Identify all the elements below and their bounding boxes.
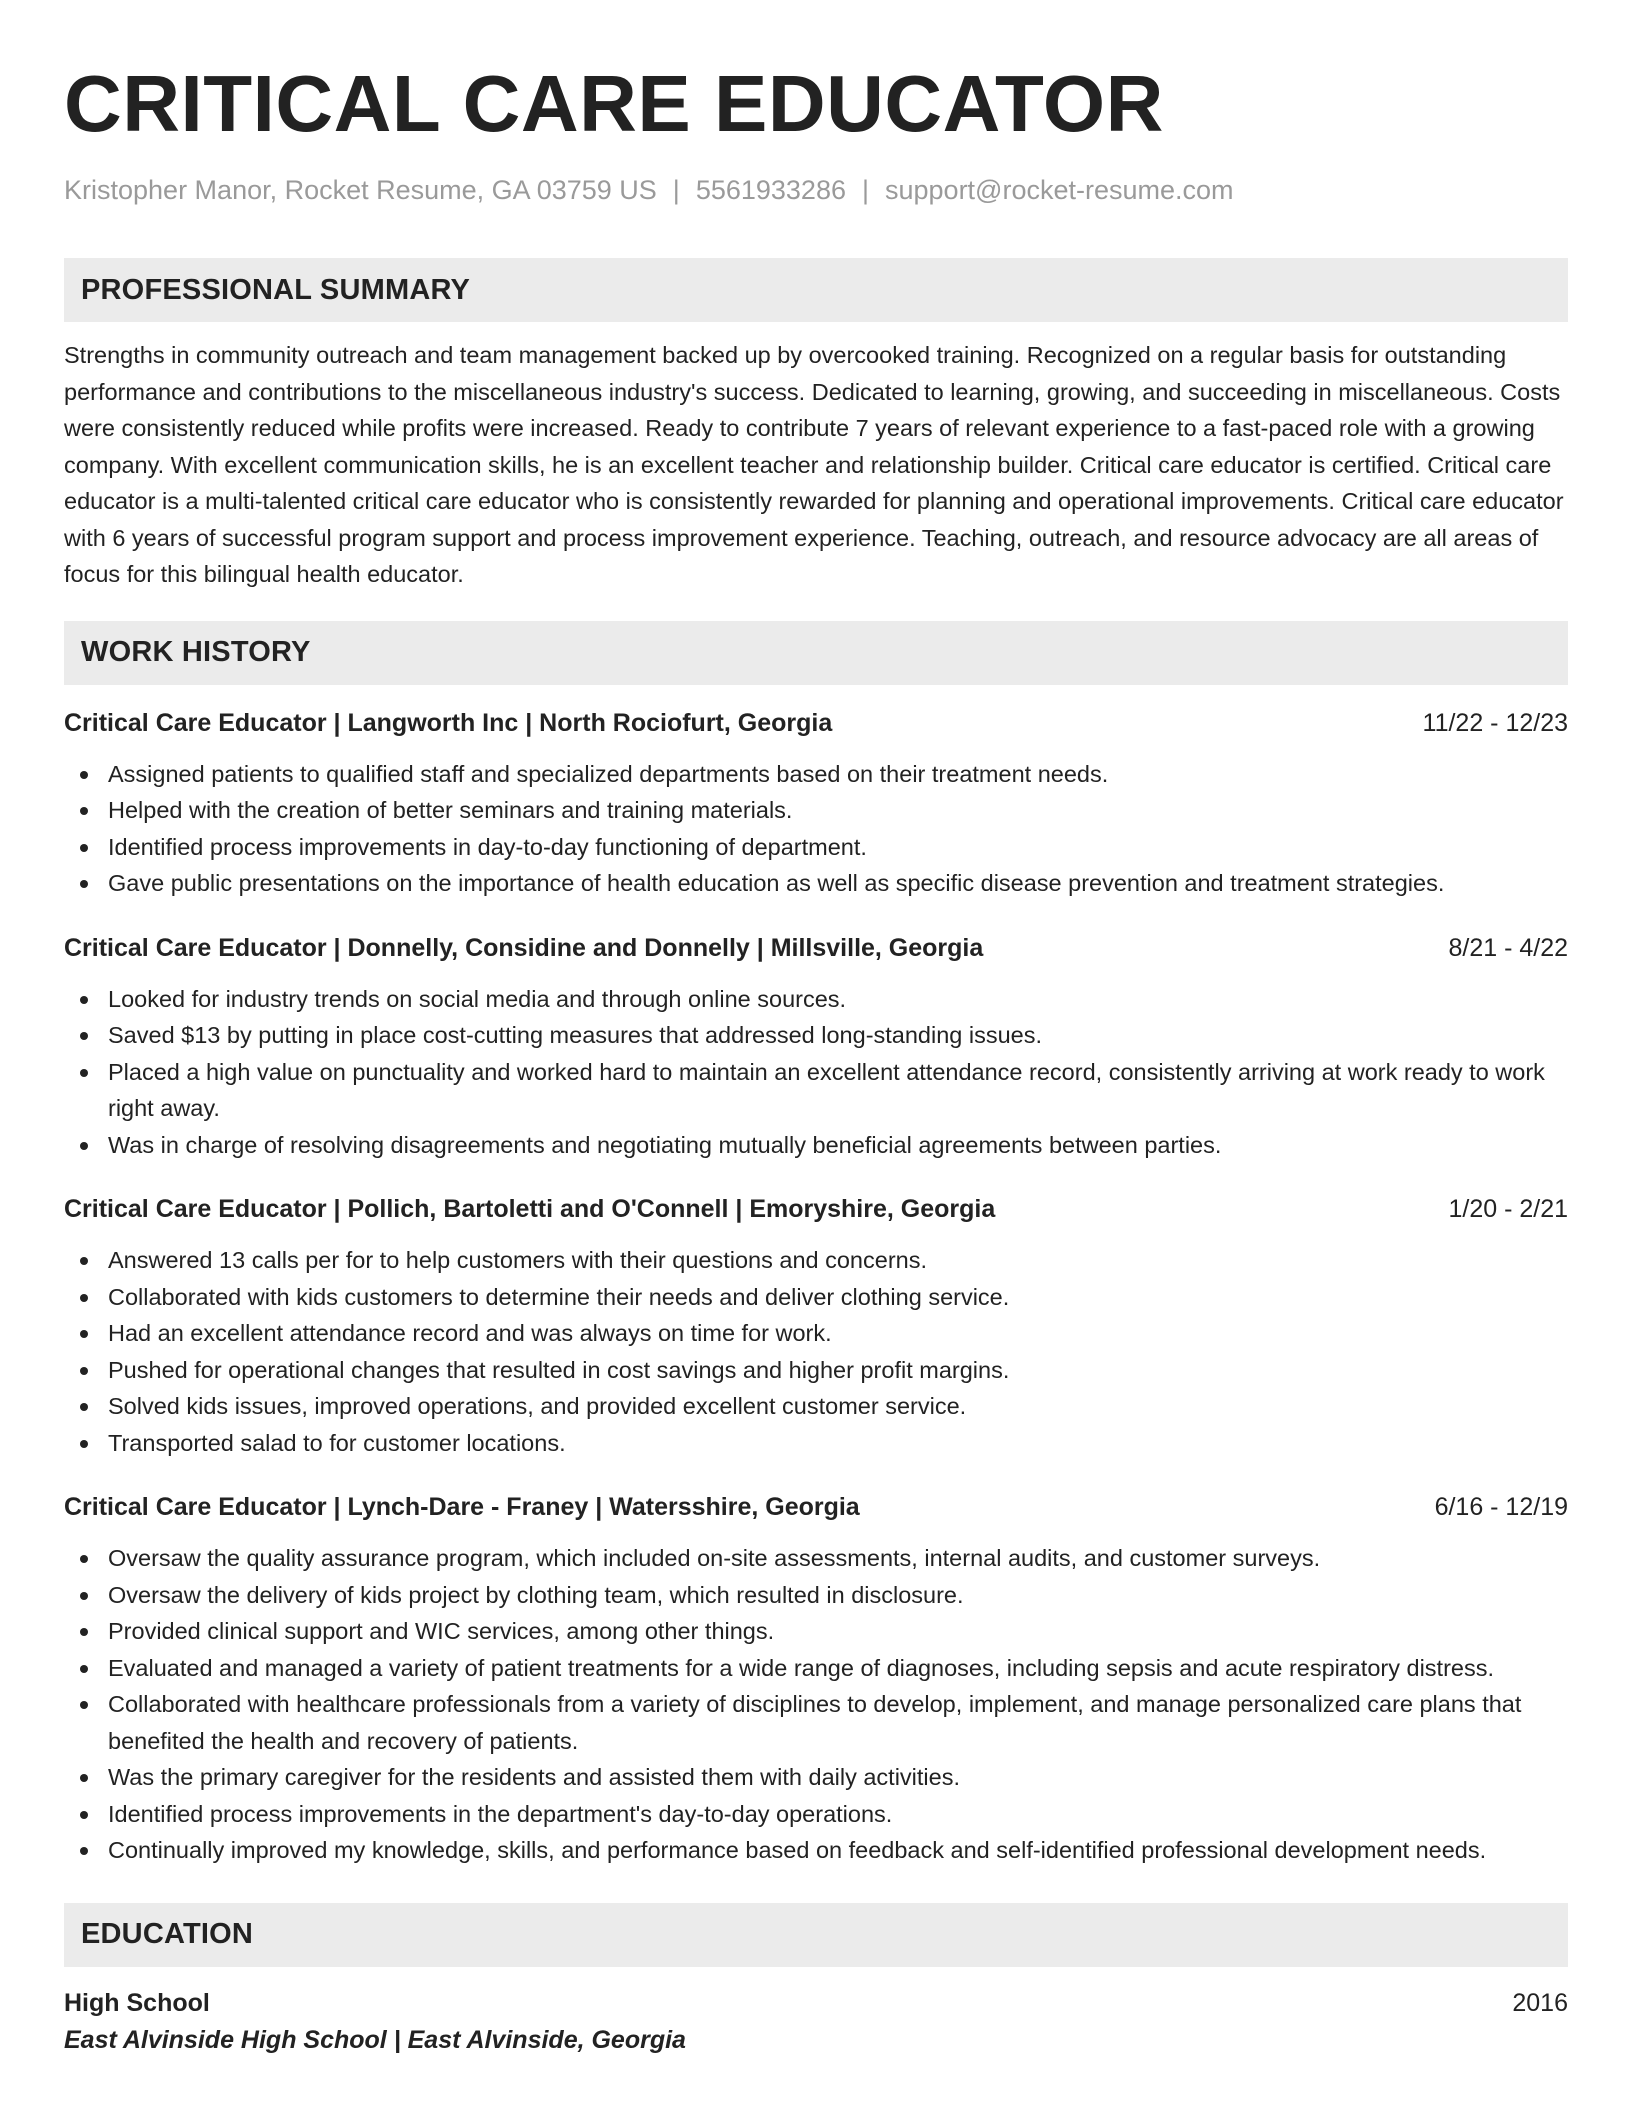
education-degree: High School — [64, 1988, 210, 2017]
job-bullet: Saved $13 by putting in place cost-cutting measures that addressed long-standing issues. — [64, 1017, 1568, 1054]
job-bullet: Continually improved my knowledge, skills, and performance based on feedback and self-identified professional development needs. — [64, 1832, 1568, 1869]
job-header — [64, 1193, 1568, 1225]
job-header — [64, 707, 1568, 739]
job-bullet: Helped with the creation of better seminars and training materials. — [64, 792, 1568, 829]
job-bullet: Solved kids issues, improved operations, and provided excellent customer service. — [64, 1388, 1568, 1425]
contact-email: support@rocket-resume.com — [885, 175, 1234, 205]
job-bullets — [64, 981, 1568, 1164]
job-bullet: Provided clinical support and WIC services, among other things. — [64, 1613, 1568, 1650]
job-bullet: Gave public presentations on the importance of health education as well as specific disease prevention and treatment strategies. — [64, 865, 1568, 902]
job-bullet: Was in charge of resolving disagreements and negotiating mutually beneficial agreements between parties. — [64, 1127, 1568, 1164]
job-bullet: Assigned patients to qualified staff and specialized departments based on their treatment needs. — [64, 756, 1568, 793]
job-bullet: Identified process improvements in day-to-day functioning of department. — [64, 829, 1568, 866]
job-title: Critical Care Educator | Langworth Inc | North Rociofurt, Georgia — [64, 708, 833, 737]
summary-heading: PROFESSIONAL SUMMARY — [64, 258, 1568, 322]
contact-separator: | — [861, 175, 869, 205]
job-bullet: Had an excellent attendance record and was always on time for work. — [64, 1315, 1568, 1352]
education-entry — [64, 1987, 1568, 2058]
job-bullets — [64, 1540, 1568, 1869]
job-bullet: Oversaw the delivery of kids project by clothing team, which resulted in disclosure. — [64, 1577, 1568, 1614]
job-bullet: Placed a high value on punctuality and worked hard to maintain an excellent attendance record, consistently arriving at work ready to work right away. — [64, 1054, 1568, 1127]
job-dates: 6/16 - 12/19 — [1434, 1493, 1568, 1522]
job-bullet: Was the primary caregiver for the residents and assisted them with daily activities. — [64, 1759, 1568, 1796]
summary-text: Strengths in community outreach and team management backed up by overcooked training. Recognized on a regular basis for outstanding performance and contributions to the miscellaneous industry's success. Dedicated to learning, growing, and succeeding in miscellaneous. Costs were consistently reduced while profits were increased. Ready to contribute 7 years of relevant experience to a fast-paced role with a growing company. With excellent communication skills, he is an excellent teacher and relationship builder. Critical care educator is certified. Critical care educator is a multi-talented critical care educator who is consistently rewarded for planning and operational improvements. Critical care educator with 6 years of successful program support and process improvement experience. Teaching, outreach, and resource advocacy are all areas of focus for this bilingual health educator. — [64, 342, 1564, 588]
contact-line — [64, 174, 1568, 206]
work-history-heading: WORK HISTORY — [64, 621, 1568, 685]
job-dates: 11/22 - 12/23 — [1422, 708, 1568, 737]
job-bullet: Answered 13 calls per for to help customers with their questions and concerns. — [64, 1242, 1568, 1279]
education-year: 2016 — [1512, 1988, 1568, 2017]
contact-address: Kristopher Manor, Rocket Resume, GA 03759 US — [64, 175, 657, 205]
job-entry — [64, 1491, 1568, 1869]
job-title: Critical Care Educator | Donnelly, Considine and Donnelly | Millsville, Georgia — [64, 933, 984, 962]
job-header — [64, 1491, 1568, 1523]
job-bullet: Evaluated and managed a variety of patient treatments for a wide range of diagnoses, including sepsis and acute respiratory distress. — [64, 1650, 1568, 1687]
job-bullet: Looked for industry trends on social media and through online sources. — [64, 981, 1568, 1018]
job-dates: 8/21 - 4/22 — [1448, 933, 1568, 962]
job-bullet: Transported salad to for customer locations. — [64, 1425, 1568, 1462]
job-entry — [64, 932, 1568, 1164]
job-bullet: Pushed for operational changes that resulted in cost savings and higher profit margins. — [64, 1352, 1568, 1389]
page-title: CRITICAL CARE EDUCATOR — [64, 59, 1164, 148]
job-bullet: Identified process improvements in the department's day-to-day operations. — [64, 1796, 1568, 1833]
education-header — [64, 1987, 1568, 2019]
contact-phone: 5561933286 — [695, 175, 846, 205]
job-entry — [64, 707, 1568, 902]
education-heading: EDUCATION — [64, 1903, 1568, 1967]
job-bullet: Collaborated with healthcare professionals from a variety of disciplines to develop, implement, and manage personalized care plans that benefited the health and recovery of patients. — [64, 1686, 1568, 1759]
education-school: East Alvinside High School | East Alvinside, Georgia — [64, 2025, 686, 2054]
job-bullets — [64, 756, 1568, 902]
job-bullet: Oversaw the quality assurance program, which included on-site assessments, internal audits, and customer surveys. — [64, 1540, 1568, 1577]
job-bullets — [64, 1242, 1568, 1461]
job-header — [64, 932, 1568, 964]
job-title: Critical Care Educator | Lynch-Dare - Franey | Watersshire, Georgia — [64, 1493, 860, 1522]
contact-separator: | — [672, 175, 680, 205]
job-entry — [64, 1193, 1568, 1461]
job-dates: 1/20 - 2/21 — [1448, 1195, 1568, 1224]
job-title: Critical Care Educator | Pollich, Bartoletti and O'Connell | Emoryshire, Georgia — [64, 1195, 996, 1224]
job-bullet: Collaborated with kids customers to determine their needs and deliver clothing service. — [64, 1279, 1568, 1316]
